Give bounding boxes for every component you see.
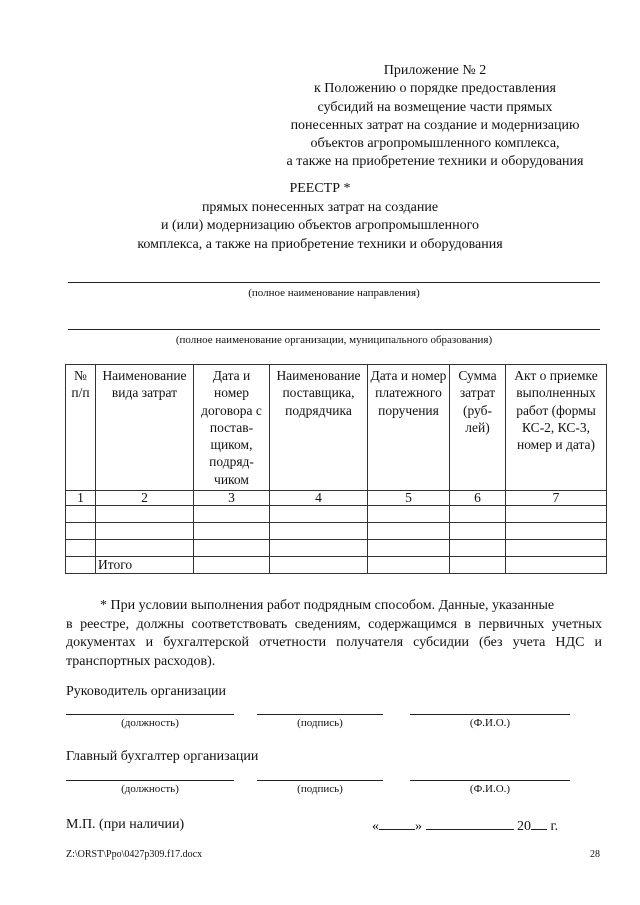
table-row (66, 540, 607, 557)
head-fio-caption: (Ф.И.О.) (469, 717, 511, 729)
table-cell[interactable] (270, 540, 368, 557)
table-cell[interactable] (96, 540, 194, 557)
header-cell: Сумма затрат (руб-лей) (450, 365, 506, 491)
date-year-prefix: 20 (517, 819, 531, 834)
total-label: Итого (96, 557, 194, 574)
date-month-blank[interactable] (426, 817, 514, 830)
date-year-suffix: г. (550, 819, 559, 834)
appendix-number: Приложение № 2 (383, 63, 487, 78)
header-cell: № п/п (66, 365, 96, 491)
header-cell: Наименование поставщика, подрядчика (270, 365, 368, 491)
appendix-line: к Положению о порядке предоставления (314, 81, 556, 97)
table-cell[interactable] (96, 523, 194, 540)
table-cell[interactable] (270, 557, 368, 574)
table-header-row (66, 365, 607, 491)
table-cell[interactable] (506, 540, 607, 557)
column-number: 1 (66, 491, 96, 506)
column-number: 3 (194, 491, 270, 506)
table-cell[interactable] (194, 557, 270, 574)
title-heading: РЕЕСТР * (289, 181, 351, 196)
direction-caption: (полное наименование направления) (248, 287, 420, 299)
date-year-blank[interactable] (531, 817, 547, 830)
footnote-rest: в реестре, должны соответствовать сведениям, содержащимся в первичных учетных документах и бухгалтерской отчетности получателя субсидии (без учета НДС и транспортных расходов). (66, 616, 602, 669)
table-cell[interactable] (506, 506, 607, 523)
accountant-position-line[interactable] (66, 780, 234, 781)
date-field (372, 817, 558, 835)
head-position-caption: (должность) (121, 717, 179, 729)
table-cell[interactable] (66, 506, 96, 523)
header-cell: Наименование вида затрат (96, 365, 194, 491)
table-cell[interactable] (506, 557, 607, 574)
table-cell[interactable] (270, 523, 368, 540)
accountant-signature-title: Главный бухгалтер организации (66, 749, 259, 764)
column-number-row (66, 491, 607, 506)
head-position-line[interactable] (66, 714, 234, 715)
table-cell[interactable] (450, 523, 506, 540)
date-quote-close: » (415, 819, 422, 834)
head-signature-title: Руководитель организации (66, 684, 226, 699)
date-day-blank[interactable] (379, 817, 415, 830)
table-cell[interactable] (194, 506, 270, 523)
organization-fill-line (68, 329, 600, 330)
table-cell[interactable] (506, 523, 607, 540)
accountant-position-caption: (должность) (121, 783, 179, 795)
title-line: и (или) модернизацию объектов агропромышленного (161, 218, 479, 233)
stamp-label: М.П. (при наличии) (66, 817, 185, 832)
appendix-line: а также на приобретение техники и оборудования (286, 154, 584, 170)
table-cell[interactable] (368, 557, 450, 574)
header-cell: Акт о приемке выполненных работ (формы КС-2, КС-3, номер и дата) (506, 365, 607, 491)
column-number: 4 (270, 491, 368, 506)
head-signature-line[interactable] (257, 714, 383, 715)
appendix-header (270, 62, 600, 172)
column-number: 2 (96, 491, 194, 506)
head-signature-caption: (подпись) (297, 717, 343, 729)
table-row (66, 506, 607, 523)
accountant-fio-line[interactable] (410, 780, 570, 781)
footer-file-path: Z:\ORST\Ppo\0427p309.f17.docx (66, 849, 203, 860)
table-cell[interactable] (96, 506, 194, 523)
table-cell (66, 557, 96, 574)
table-cell[interactable] (66, 540, 96, 557)
table-cell[interactable] (194, 540, 270, 557)
table-cell[interactable] (450, 506, 506, 523)
title-line: прямых понесенных затрат на создание (201, 199, 439, 215)
appendix-line: объектов агропромышленного комплекса, (310, 136, 560, 152)
table-cell[interactable] (450, 557, 506, 574)
table-cell[interactable] (270, 506, 368, 523)
header-cell: Дата и номер платежного поручения (368, 365, 450, 491)
column-number: 7 (506, 491, 607, 506)
total-row (66, 557, 607, 574)
registry-table (65, 364, 607, 574)
column-number: 5 (368, 491, 450, 506)
organization-caption: (полное наименование организации, муниципального образования) (175, 334, 493, 346)
direction-fill-line (68, 282, 600, 283)
footnote-first-line: * При условии выполнения работ подрядным способом. Данные, указанные (100, 598, 555, 613)
table-cell[interactable] (368, 540, 450, 557)
table-cell[interactable] (368, 523, 450, 540)
header-cell: Дата и номер договора с постав-щиком, подряд-чиком (194, 365, 270, 491)
table-row (66, 523, 607, 540)
footer-page-number: 28 (590, 849, 600, 860)
footnote (66, 597, 602, 671)
date-quote-open: « (372, 819, 379, 834)
table-cell[interactable] (368, 506, 450, 523)
column-number: 6 (450, 491, 506, 506)
appendix-line: понесенных затрат на создание и модернизацию (290, 117, 580, 133)
accountant-signature-caption: (подпись) (297, 783, 343, 795)
appendix-line: субсидий на возмещение части прямых (317, 99, 553, 115)
document-title (120, 180, 520, 254)
accountant-fio-caption: (Ф.И.О.) (469, 783, 511, 795)
table-cell[interactable] (450, 540, 506, 557)
title-line: комплекса, а также на приобретение техники и оборудования (137, 236, 503, 252)
table-cell[interactable] (194, 523, 270, 540)
table-cell[interactable] (66, 523, 96, 540)
accountant-signature-line[interactable] (257, 780, 383, 781)
head-fio-line[interactable] (410, 714, 570, 715)
